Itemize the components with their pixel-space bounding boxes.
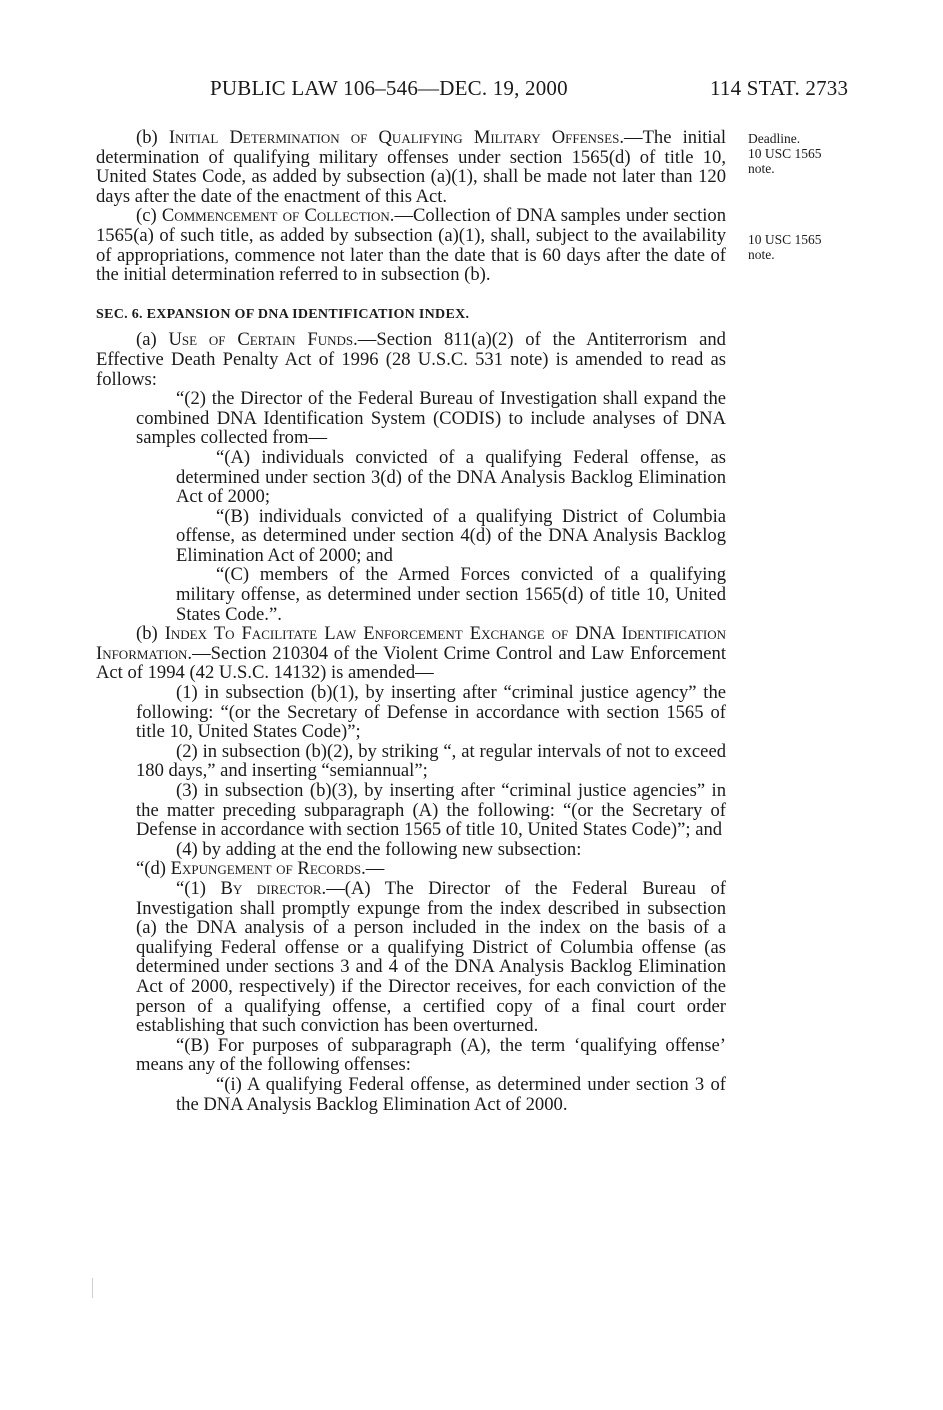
subsection-d-expungement: “(d) Expungement of Records.— bbox=[136, 858, 385, 880]
running-title: PUBLIC LAW 106–546—DEC. 19, 2000 bbox=[210, 76, 568, 100]
paragraph-heading: By director. bbox=[220, 877, 327, 899]
margin-note-line: Deadline. bbox=[748, 131, 801, 146]
clause-d-i: “(i) A qualifying Federal offense, as determined under section 3 of the DNA Analysis Backlog Elimination Act of 2000. bbox=[176, 1073, 726, 1115]
scan-artifact-mark bbox=[92, 1278, 93, 1298]
subparagraph-d-b: “(B) For purposes of subparagraph (A), the term ‘qualifying offense’ means any of the following offenses: bbox=[136, 1034, 726, 1076]
margin-note-line: 10 USC 1565 bbox=[748, 146, 822, 161]
amendment-item-2: (2) in subsection (b)(2), by striking “, at regular intervals of not to exceed 180 days,” and inserting “semiannual”; bbox=[136, 740, 726, 782]
margin-note-line: 10 USC 1565 bbox=[748, 232, 822, 247]
margin-note-line: note. bbox=[748, 247, 775, 262]
amendment-item-4: (4) by adding at the end the following new subsection: bbox=[176, 838, 582, 860]
paragraph-heading: Expungement of Records. bbox=[170, 858, 366, 880]
quoted-subparagraph-c: “(C) members of the Armed Forces convicted of a qualifying military offense, as determined under section 1565(d) of title 10, United States Code.”. bbox=[176, 564, 726, 625]
paragraph-b-initial-determination: (b) Initial Determination of Qualifying Military Offenses.—The initial determination of qualifying military offenses under section 1565(d) of title 10, United States Code, as added by subsection (a)(1), shall be made not later than 120 days after the date of the enactment of this Act. bbox=[96, 127, 726, 207]
margin-note-deadline bbox=[748, 131, 858, 176]
paragraph-b-index: (b) Index To Facilitate Law Enforcement Exchange of DNA Identification Information.—Section 210304 of the Violent Crime Control and Law Enforcement Act of 1994 (42 U.S.C. 14132) is amended— bbox=[96, 623, 726, 684]
quoted-subparagraph-a: “(A) individuals convicted of a qualifying Federal offense, as determined under section 3(d) of the DNA Analysis Backlog Elimination Act of 2000; bbox=[176, 446, 726, 508]
margin-note-line: note. bbox=[748, 161, 775, 176]
paragraph-a-use-of-funds: (a) Use of Certain Funds.—Section 811(a)(2) of the Antiterrorism and Effective Death Penalty Act of 1996 (28 U.S.C. 531 note) is amended to read as follows: bbox=[96, 329, 726, 390]
amendment-item-1: (1) in subsection (b)(1), by inserting after “criminal justice agency” the following: “(or the Secretary of Defense in accordance with section 1565 of title 10, United States Code)”; bbox=[136, 682, 726, 743]
amendment-item-3: (3) in subsection (b)(3), by inserting after “criminal justice agencies” in the matter preceding subparagraph (A) the following: “(or the Secretary of Defense in accordance with section 1565 of title 10, United States Code)”; and bbox=[136, 780, 726, 841]
section-heading: SEC. 6. EXPANSION OF DNA IDENTIFICATION INDEX. bbox=[96, 306, 470, 322]
paragraph-c-commencement: (c) Commencement of Collection.—Collection of DNA samples under section 1565(a) of such title, as added by subsection (a)(1), shall, subject to the availability of appropriations, commence not later than the date that is 60 days after the date of the initial determination referred to in subsection (b). bbox=[96, 205, 726, 286]
paragraph-heading: Commencement of Collection. bbox=[161, 205, 395, 227]
document-body bbox=[96, 128, 726, 1114]
paragraph-d1-by-director: “(1) By director.—(A) The Director of the Federal Bureau of Investigation shall promptly expunge from the index described in subsection (a) the DNA analysis of a person included in the index on the basis of a qualifying Federal offense or a qualifying District of Columbia offense (as determined under sections 3 and 4 of the DNA Analysis Backlog Elimination Act of 2000, respectively) if the Director receives, for each conviction of the person of a qualifying offense, a certified copy of a final court order establishing that such conviction has been overturned. bbox=[136, 877, 726, 1037]
quoted-paragraph-2: “(2) the Director of the Federal Bureau of Investigation shall expand the combined DNA Identification System (CODIS) to include analyses of DNA samples collected from— bbox=[136, 388, 726, 449]
quoted-subparagraph-b: “(B) individuals convicted of a qualifying District of Columbia offense, as determined under section 4(d) of the DNA Analysis Backlog Elimination Act of 2000; and bbox=[176, 505, 726, 566]
paragraph-heading: Index To Facilitate Law Enforcement Exchange of DNA Identification Information. bbox=[96, 623, 726, 664]
page-header bbox=[0, 76, 943, 106]
page-folio: 114 STAT. 2733 bbox=[710, 76, 849, 100]
paragraph-heading: Initial Determination of Qualifying Military Offenses. bbox=[168, 127, 624, 148]
paragraph-heading: Use of Certain Funds. bbox=[168, 329, 358, 351]
margin-note-usc bbox=[748, 232, 858, 262]
